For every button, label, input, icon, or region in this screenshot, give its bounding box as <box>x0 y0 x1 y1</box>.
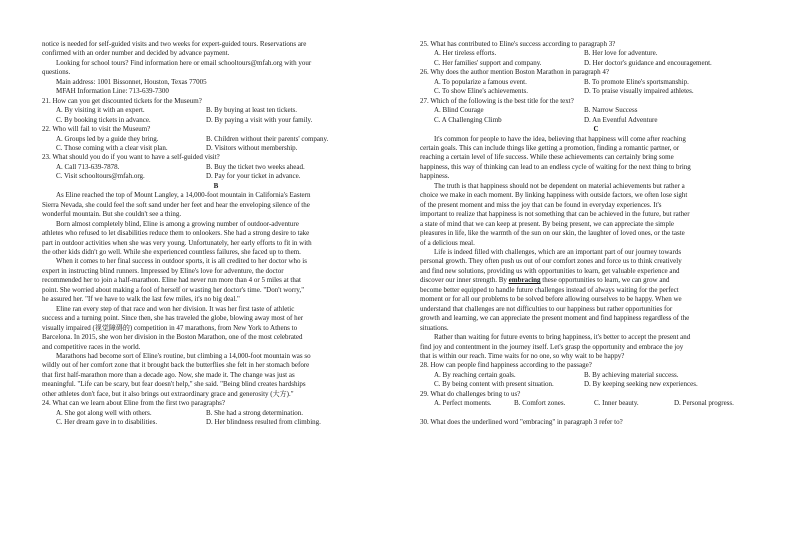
answer-option: A. She got along well with others. <box>56 408 152 417</box>
text-line: part in outdoor activities when she was very young. Unfortunately, her early efforts to fit in with <box>42 238 312 247</box>
text-line: questions. <box>42 68 71 77</box>
text-line: visually impaired (视觉障碍的) competition in 47 marathons, from New York to Athens to <box>42 323 298 332</box>
text-line: a state of mind that we can keep at present. By being present, we can appreciate the simple <box>420 219 675 228</box>
paragraph-start: When it comes to her final success in outdoor sports, it is all credited to her doctor who is <box>56 257 307 266</box>
text-line: pleasures in life, like the warmth of the sun on our skin, the laughter of loved ones, or the taste <box>420 229 685 238</box>
answer-option: B. Buy the ticket two weeks ahead. <box>206 162 305 171</box>
text-line: and competitive races in the world. <box>42 342 141 351</box>
text-line: other athletes don't face, but it also brings out extraordinary grace and generosity (大方)." <box>42 389 294 398</box>
text-line: growth and learning, we can appreciate the present moment and find happiness regardless of the <box>420 314 690 323</box>
answer-option: D. Her doctor's guidance and encouragement. <box>584 58 712 67</box>
text-line: that is within our reach. Time waits for no one, so why wait to be happy? <box>420 351 625 360</box>
text-line: and find new solutions, providing us with opportunities to learn, get valuable experience and <box>420 266 680 275</box>
text-line: 23. What should you do if you want to have a self-guided visit? <box>42 153 220 162</box>
answer-options <box>420 49 772 58</box>
answer-options <box>42 106 390 115</box>
paragraph-start: MFAH Information Line: 713-639-7300 <box>56 87 169 96</box>
answer-options <box>42 163 390 172</box>
text-line: Barcelona. In 2015, she won her division in the Boston Marathon, one of the most celebrated <box>42 333 303 342</box>
answer-options <box>42 418 390 427</box>
right-column <box>420 40 772 428</box>
answer-options <box>420 78 772 87</box>
answer-options <box>42 116 390 125</box>
answer-option: D. An Eventful Adventure <box>584 115 658 124</box>
text-line: that first half-marathon more than a decade ago. Now, she made it. The change was just as <box>42 370 295 379</box>
paragraph-start: Life is indeed filled with challenges, which are an important part of our journey towards <box>434 247 682 256</box>
text-line: certain goals. This can include things like getting a promotion, finding a romantic partner, or <box>420 143 680 152</box>
answer-option: D. By paying a visit with your family. <box>206 115 313 124</box>
answer-option: C. To show Eline's achievements. <box>434 87 528 96</box>
answer-option: D. Personal progress. <box>674 399 734 408</box>
answer-options <box>420 116 772 125</box>
paragraph-start: As Eline reached the top of Mount Langley, a 14,000-foot mountain in California's Eastern <box>56 191 311 200</box>
text-line: confirmed with an order number and decided by advance payment. <box>42 49 230 58</box>
answer-option: C. Visit schooltours@mfah.org. <box>56 172 145 181</box>
answer-options <box>420 59 772 68</box>
text-line: find joy and contentment in the journey itself. Let's grasp the opportunity and embrace the joy <box>420 342 684 351</box>
text-line: happiness. <box>420 172 450 181</box>
answer-option: B. Comfort zones. <box>514 399 566 408</box>
text-line: 29. What do challenges bring to us? <box>420 389 521 398</box>
text-line: 24. What can we learn about Eline from the first two paragraphs? <box>42 399 225 408</box>
text-line: notice is needed for self-guided visits and two weeks for expert-guided tours. Reservations are <box>42 40 307 48</box>
answer-option: B. By buying at least ten tickets. <box>206 106 297 115</box>
text-line: wildly out of her comfort zone that it brought back the butterflies she felt in her stomach before <box>42 361 310 370</box>
answer-option: B. Narrow Success <box>584 106 638 115</box>
answer-option: A. Blind Courage <box>434 106 484 115</box>
answer-option: C. By booking tickets in advance. <box>56 115 151 124</box>
paragraph-start: Main address: 1001 Bissonnet, Houston, Texas 77005 <box>56 77 207 86</box>
answer-option: D. Visitors without membership. <box>206 143 298 152</box>
section-heading: C <box>593 125 599 134</box>
text-line: 30. What does the underlined word "embracing" in paragraph 3 refer to? <box>420 418 623 427</box>
text-line: personal growth. They often push us out of our comfort zones and force us to think creatively <box>420 257 682 266</box>
paragraph-start: Eline ran every step of that race and won her division. It was her first taste of athletic <box>56 304 295 313</box>
answer-option: C. Her dream gave in to disabilities. <box>56 418 158 427</box>
answer-option: D. To praise visually impaired athletes. <box>584 87 694 96</box>
answer-options <box>42 409 390 418</box>
answer-options <box>42 135 390 144</box>
text-line: point. She worried about making a fool of herself or wasting her doctor's time. "Don't worry," <box>42 285 305 294</box>
left-column <box>42 40 390 428</box>
answer-option: B. Children without their parents' company. <box>206 134 329 143</box>
answer-options <box>42 144 390 153</box>
text-line: of the present moment and miss the joy that can be found in everyday experiences. It's <box>420 200 662 209</box>
answer-options <box>420 106 772 115</box>
text-line: 22. Who will fail to visit the Museum? <box>42 125 151 134</box>
text-line: reaching a certain level of life success. While these achievements can certainly bring some <box>420 153 674 162</box>
answer-option: A. Her tireless efforts. <box>434 49 497 58</box>
paragraph-start: Rather than waiting for future events to bring happiness, it's better to accept the present and <box>434 333 691 342</box>
answer-option: D. By keeping seeking new experiences. <box>584 380 698 389</box>
text-line: important to realize that happiness is not something that can be achieved in the future, but rather <box>420 210 690 219</box>
text-line: 27. Which of the following is the best title for the text? <box>420 96 574 105</box>
text-line: Sierra Nevada, she could feel the soft sand under her feet and hear the enveloping silence of the <box>42 200 310 209</box>
answer-option: C. Inner beauty. <box>594 399 639 408</box>
answer-option: D. Her blindness resulted from climbing. <box>206 418 321 427</box>
text-line: recommended her to join a half-marathon. Eline had never run more than 4 or 5 miles at that <box>42 276 301 285</box>
text-line: he assured her. "If we have to walk the last few miles, it's no big deal." <box>42 295 240 304</box>
answer-option: A. Call 713-639-7878. <box>56 162 120 171</box>
text-line: wonderful mountain. But she couldn't see a thing. <box>42 210 182 219</box>
paragraph-start: The truth is that happiness should not be dependent on material achievements but rather a <box>434 181 685 190</box>
text-line: of a delicious meal. <box>420 238 475 247</box>
answer-options <box>420 87 772 96</box>
blank-line <box>420 409 772 418</box>
text-line: 25. What has contributed to Eline's success according to paragraph 3? <box>420 40 616 48</box>
text-line: expert in instructing blind runners. Impressed by Eline's love for adventure, the doctor <box>42 266 284 275</box>
text-line: the other kids didn't go well. While she experienced countless failures, she faced up to them. <box>42 247 301 256</box>
text-line: 21. How can you get discounted tickets for the Museum? <box>42 96 202 105</box>
answer-options <box>420 371 772 380</box>
answer-option: B. To promote Eline's sportsmanship. <box>584 77 689 86</box>
answer-options <box>420 399 772 408</box>
underlined-word: embracing <box>508 276 541 285</box>
text-line: 26. Why does the author mention Boston Marathon in paragraph 4? <box>420 68 610 77</box>
answer-option: C. Her families' support and company. <box>434 58 542 67</box>
text-line: moment or for all our problems to be solved before allowing ourselves to be happy. When we <box>420 295 682 304</box>
paragraph-start: It's common for people to have the idea, believing that happiness will come after reaching <box>434 134 686 143</box>
answer-option: C. Those coming with a clear visit plan. <box>56 143 168 152</box>
answer-option: A. By visiting it with an expert. <box>56 106 145 115</box>
answer-option: C. By being content with present situation. <box>434 380 554 389</box>
answer-options <box>42 172 390 181</box>
answer-option: B. She had a strong determination. <box>206 408 304 417</box>
text-fragment: these opportunities to learn, we can grow and <box>540 276 670 285</box>
text-line: happiness, this way of thinking can lead to an endless cycle of waiting for the next thing to bring <box>420 162 691 171</box>
answer-option: A. Groups led by a guide they bring. <box>56 134 159 143</box>
text-fragment: discover our inner strength. By <box>420 276 509 285</box>
text-line: choice we make in each moment. By linking happiness with outside factors, we often lose sight <box>420 191 688 200</box>
text-line: meaningful. "Life can be scary, but fear doesn't help," she said. "Being blind creates hardships <box>42 380 306 389</box>
paragraph-start: Looking for school tours? Find information here or email schooltours@mfah.org with your <box>56 58 312 67</box>
answer-option: A. By reaching certain goals. <box>434 370 516 379</box>
text-line: success and a turning point. Since then, she has traveled the globe, blowing away most of her <box>42 314 304 323</box>
section-heading: B <box>213 181 219 190</box>
answer-option: C. A Challenging Climb <box>434 115 502 124</box>
text-line <box>420 276 772 285</box>
paragraph-start: Born almost completely blind, Eline is among a growing number of outdoor-adventure <box>56 219 299 228</box>
answer-option: A. Perfect moments. <box>434 399 492 408</box>
answer-option: A. To popularize a famous event. <box>434 77 527 86</box>
text-line: athletes who refused to let disabilities reduce them to onlookers. She had a strong desire to take <box>42 229 310 238</box>
answer-option: B. By achieving material success. <box>584 370 679 379</box>
answer-option: D. Pay for your ticket in advance. <box>206 172 301 181</box>
paragraph-start: Marathons had become sort of Eline's routine, but climbing a 14,000-foot mountain was so <box>56 351 311 360</box>
answer-option: B. Her love for adventure. <box>584 49 658 58</box>
text-line: understand that challenges are not difficulties to our happiness but rather opportunities for <box>420 304 673 313</box>
text-line: 28. How can people find happiness according to the passage? <box>420 361 592 370</box>
text-line: situations. <box>420 323 449 332</box>
text-line: become better equipped to handle future challenges instead of always waiting for the perfect <box>420 285 679 294</box>
answer-options <box>420 380 772 389</box>
